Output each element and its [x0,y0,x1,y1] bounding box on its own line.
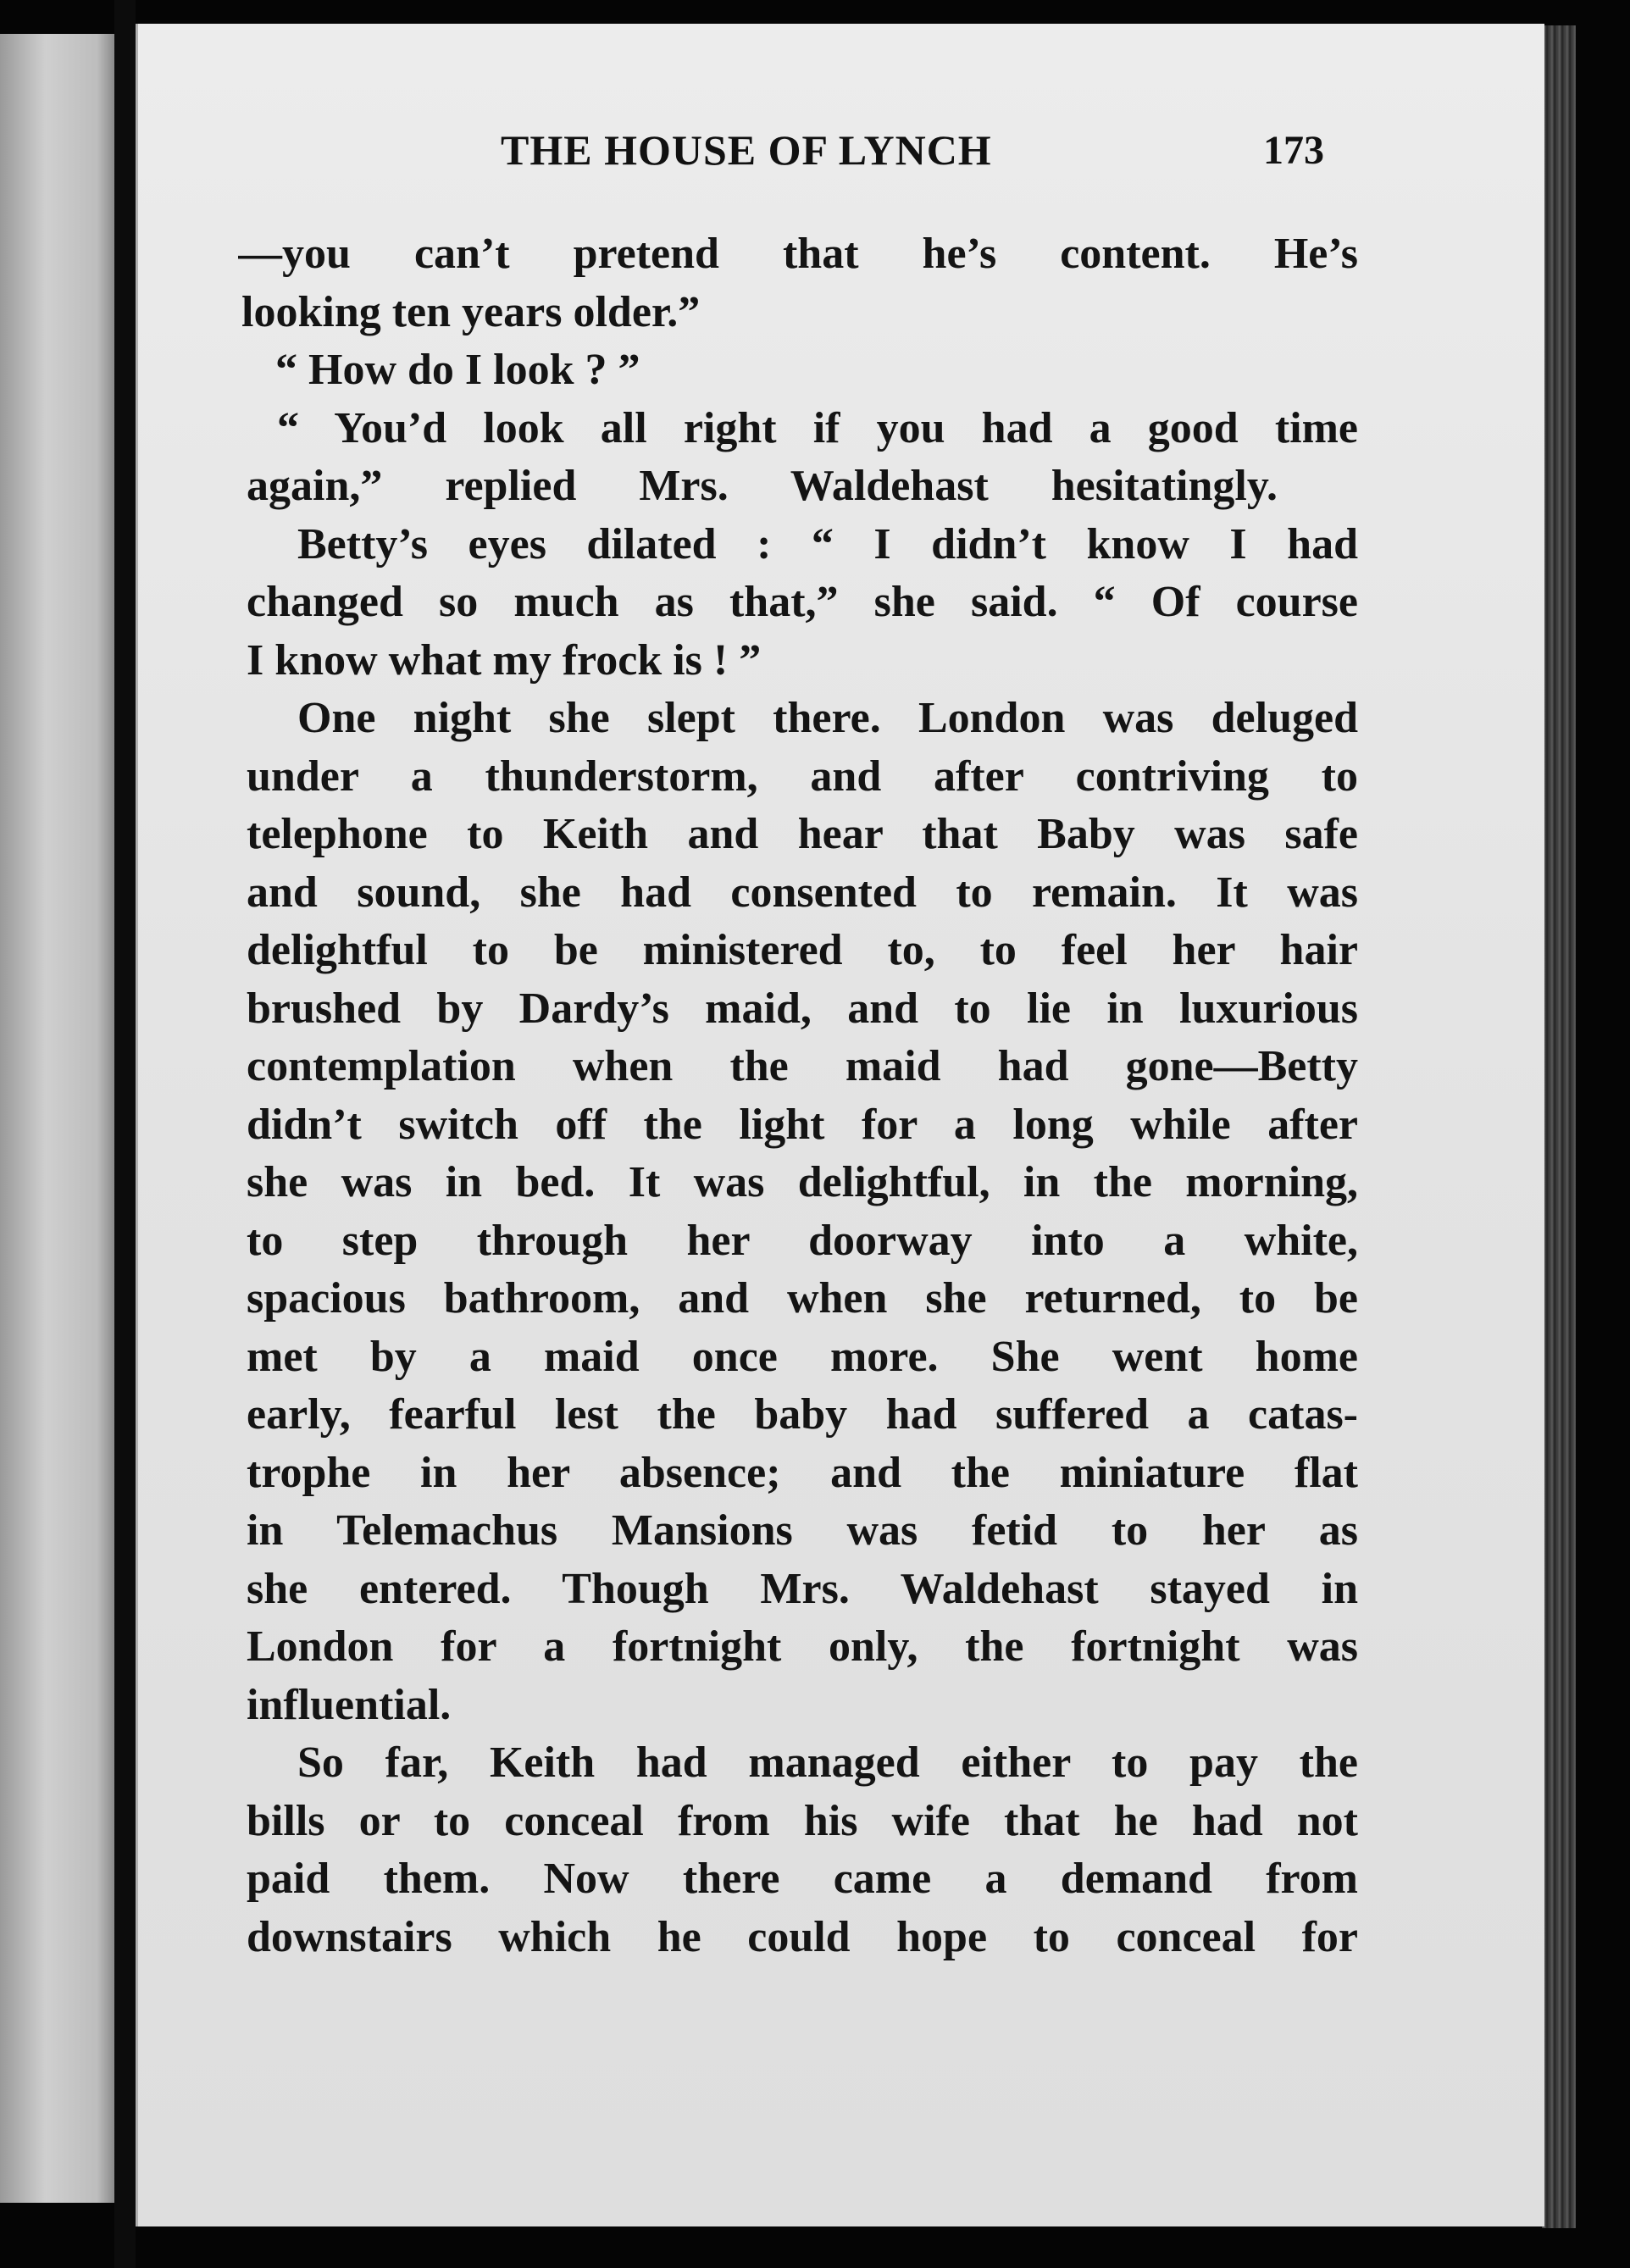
text-line: paid them. Now there came a demand from [247,1855,1358,1903]
text-line: delightful to be ministered to, to feel her hair [247,926,1358,974]
text-line: bills or to conceal from his wife that he had not [247,1796,1358,1845]
text-line: One night she slept there. London was deluged [297,694,1358,742]
text-line: I know what my frock is ! ” [247,635,762,685]
text-line: didn’t switch off the light for a long while after [247,1100,1358,1149]
text-line: she was in bed. It was delightful, in the morning, [247,1158,1358,1206]
text-line: spacious bathroom, and when she returned, to be [247,1274,1358,1323]
page-number: 173 [1263,128,1324,173]
text-line: in Telemachus Mansions was fetid to her as [247,1506,1358,1555]
text-line: Betty’s eyes dilated : “ I didn’t know I had [297,519,1358,568]
text-line: again,” replied Mrs. Waldehast hesitatingly. [247,462,1278,510]
text-line: downstairs which he could hope to conceal for [247,1912,1358,1961]
book-page [136,24,1544,2226]
text-line: “ How do I look ? ” [275,346,640,394]
text-line: met by a maid once more. She went home [247,1332,1358,1381]
text-line: London for a fortnight only, the fortnight was [247,1622,1358,1671]
text-line: —you can’t pretend that he’s content. He’s [238,230,1358,278]
running-head-title: THE HOUSE OF LYNCH [501,126,992,174]
text-line: brushed by Dardy’s maid, and to lie in luxurious [247,984,1358,1033]
body-text [238,225,1358,1966]
book-gutter [114,0,136,2268]
text-line: “ You’d look all right if you had a good time [277,403,1358,452]
text-line: and sound, she had consented to remain. It was [247,868,1358,917]
running-head [138,125,1544,185]
text-line: looking ten years older.” [241,287,701,336]
previous-page-edge [0,34,119,2203]
text-line: changed so much as that,” she said. “ Of course [247,578,1358,626]
text-line: influential. [247,1680,452,1729]
text-line: early, fearful lest the baby had suffered a catas- [247,1390,1358,1439]
text-line: she entered. Though Mrs. Waldehast stayed in [247,1564,1358,1613]
text-line: telephone to Keith and hear that Baby was safe [247,810,1358,858]
text-line: under a thunderstorm, and after contriving to [247,751,1358,801]
text-line: So far, Keith had managed either to pay the [297,1738,1358,1787]
text-line: trophe in her absence; and the miniature flat [247,1448,1358,1497]
page-stack-edge [1542,25,1576,2228]
text-line: to step through her doorway into a white, [247,1216,1358,1265]
text-line: contemplation when the maid had gone—Betty [247,1042,1358,1090]
